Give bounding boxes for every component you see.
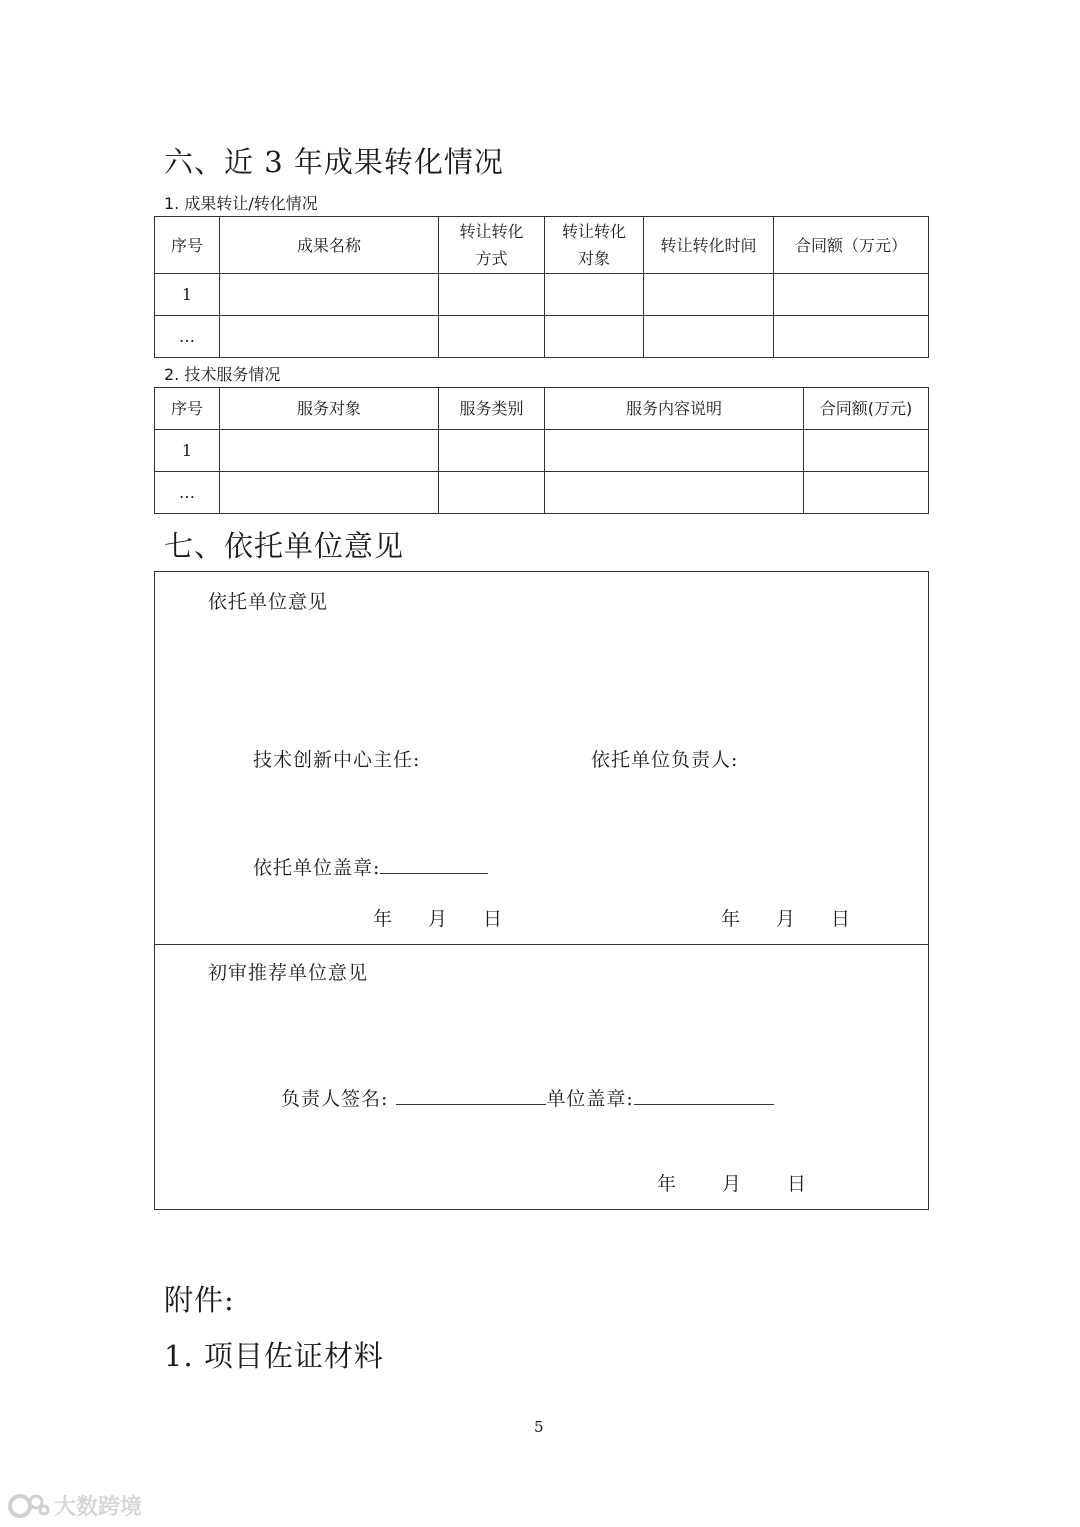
date-year: 年	[657, 1173, 678, 1195]
table-cell	[220, 472, 439, 514]
attachment-item: 1. 项目佐证材料	[164, 1339, 384, 1373]
table-cell: …	[155, 472, 220, 514]
table-cell: …	[155, 316, 220, 358]
watermark-text: 大数跨境	[54, 1495, 143, 1520]
table-row	[155, 274, 929, 316]
watermark	[8, 1490, 142, 1521]
unit-seal-blank	[634, 1085, 774, 1105]
attachments-title: 附件:	[164, 1283, 235, 1317]
table-cell	[439, 472, 545, 514]
table-cell	[439, 274, 545, 316]
director-label: 技术创新中心主任:	[253, 749, 421, 771]
table-cell	[220, 316, 439, 358]
table-cell	[439, 430, 545, 472]
table-cell	[439, 316, 545, 358]
table-cell: 1	[155, 274, 220, 316]
date-month: 月	[776, 908, 797, 930]
date-day: 日	[831, 908, 852, 930]
table-cell	[774, 316, 929, 358]
table-cell	[545, 472, 804, 514]
signer-label: 负责人签名:	[281, 1088, 389, 1110]
table-cell	[644, 316, 774, 358]
table-row	[155, 316, 929, 358]
date-day: 日	[483, 908, 504, 930]
header-cell: 转让转化 对象	[545, 217, 644, 274]
header-cell: 合同额（万元）	[774, 217, 929, 274]
header-cell: 序号	[155, 388, 220, 430]
header-cell: 转让转化时间	[644, 217, 774, 274]
table-cell	[220, 274, 439, 316]
section7-title: 七、依托单位意见	[164, 529, 405, 563]
service-table	[154, 387, 929, 514]
table-cell	[545, 430, 804, 472]
signer-blank	[396, 1085, 546, 1105]
transfer-table	[154, 216, 929, 358]
unit-seal-label: 单位盖章:	[546, 1088, 634, 1110]
table-cell	[220, 430, 439, 472]
table-cell	[774, 274, 929, 316]
table-row	[155, 430, 929, 472]
signature-line	[281, 1084, 774, 1111]
table-cell	[804, 472, 929, 514]
sub-heading-transfer: 1. 成果转让/转化情况	[164, 194, 318, 213]
seal-label: 依托单位盖章:	[253, 857, 381, 879]
header-cell: 服务内容说明	[545, 388, 804, 430]
recommend-unit-opinion-box	[154, 943, 929, 1210]
header-cell: 合同额(万元)	[804, 388, 929, 430]
seal-blank	[380, 854, 488, 874]
unit-head-label: 依托单位负责人:	[591, 749, 739, 771]
watermark-logo-icon	[8, 1492, 50, 1520]
sub-heading-service: 2. 技术服务情况	[164, 365, 281, 384]
table-cell: 1	[155, 430, 220, 472]
table-cell	[545, 316, 644, 358]
header-cell: 序号	[155, 217, 220, 274]
header-cell: 成果名称	[220, 217, 439, 274]
host-unit-opinion-box	[154, 571, 929, 945]
section6-title: 六、近 3 年成果转化情况	[164, 145, 504, 179]
header-cell: 服务对象	[220, 388, 439, 430]
date-year: 年	[721, 908, 742, 930]
table-header-row	[155, 217, 929, 274]
table-cell	[545, 274, 644, 316]
seal-line	[253, 853, 488, 880]
date-month: 月	[722, 1173, 743, 1195]
table-cell	[804, 430, 929, 472]
page-number: 5	[534, 1418, 544, 1436]
table-header-row	[155, 388, 929, 430]
header-cell: 转让转化 方式	[439, 217, 545, 274]
date-year: 年	[373, 908, 394, 930]
date-month: 月	[428, 908, 449, 930]
host-unit-opinion-heading: 依托单位意见	[208, 591, 329, 613]
recommend-unit-opinion-heading: 初审推荐单位意见	[208, 962, 369, 984]
header-cell: 服务类别	[439, 388, 545, 430]
table-cell	[644, 274, 774, 316]
table-row	[155, 472, 929, 514]
date-day: 日	[787, 1173, 808, 1195]
